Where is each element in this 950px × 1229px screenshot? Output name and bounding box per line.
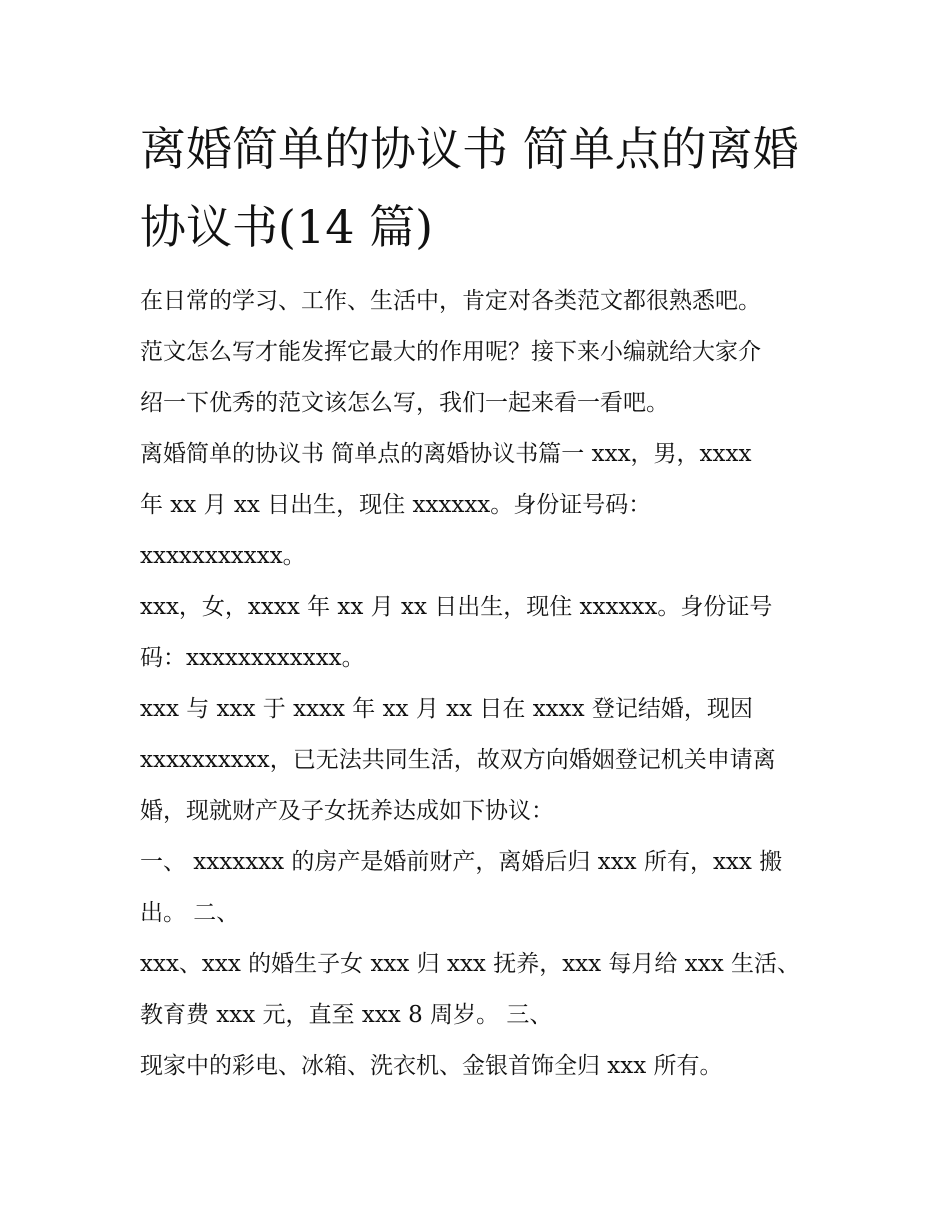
body-line: 婚，现就财产及子女抚养达成如下协议： [140, 798, 554, 824]
body-line: 码：xxxxxxxxxxxx。 [140, 645, 365, 671]
body-line: 在日常的学习、工作、生活中，肯定对各类范文都很熟悉吧。 [140, 288, 761, 314]
body-line: 教育费 xxx 元，直至 xxx 8 周岁。 三、 [140, 1002, 553, 1028]
body-line: xxx 与 xxx 于 xxxx 年 xx 月 xx 日在 xxxx 登记结婚，现因 [140, 696, 753, 722]
body-line: xxxxxxxxxx，已无法共同生活，故双方向婚姻登记机关申请离 [140, 747, 776, 773]
document-body [140, 276, 830, 1092]
body-line: 绍一下优秀的范文该怎么写，我们一起来看一看吧。 [140, 390, 669, 416]
body-line: 范文怎么写才能发挥它最大的作用呢？接下来小编就给大家介 [140, 339, 761, 365]
document-title: 离婚简单的协议书 简单点的离婚协议书(14 篇) [140, 122, 799, 254]
body-line: xxx、xxx 的婚生子女 xxx 归 xxx 抚养，xxx 每月给 xxx 生活、 [140, 951, 800, 977]
body-line: 离婚简单的协议书 简单点的离婚协议书篇一 xxx，男，xxxx [140, 441, 752, 467]
body-line: xxx，女，xxxx 年 xx 月 xx 日出生，现住 xxxxxx。身份证号 [140, 594, 773, 620]
body-line: 现家中的彩电、冰箱、洗衣机、金银首饰全归 xxx 所有。 [140, 1053, 723, 1079]
body-line: 出。 二、 [140, 900, 240, 926]
body-line: 年 xx 月 xx 日出生，现住 xxxxxx。身份证号码： [140, 492, 652, 518]
body-line: 一、 xxxxxxx 的房产是婚前财产，离婚后归 xxx 所有，xxx 搬 [140, 849, 783, 875]
body-line: xxxxxxxxxxx。 [140, 543, 306, 569]
